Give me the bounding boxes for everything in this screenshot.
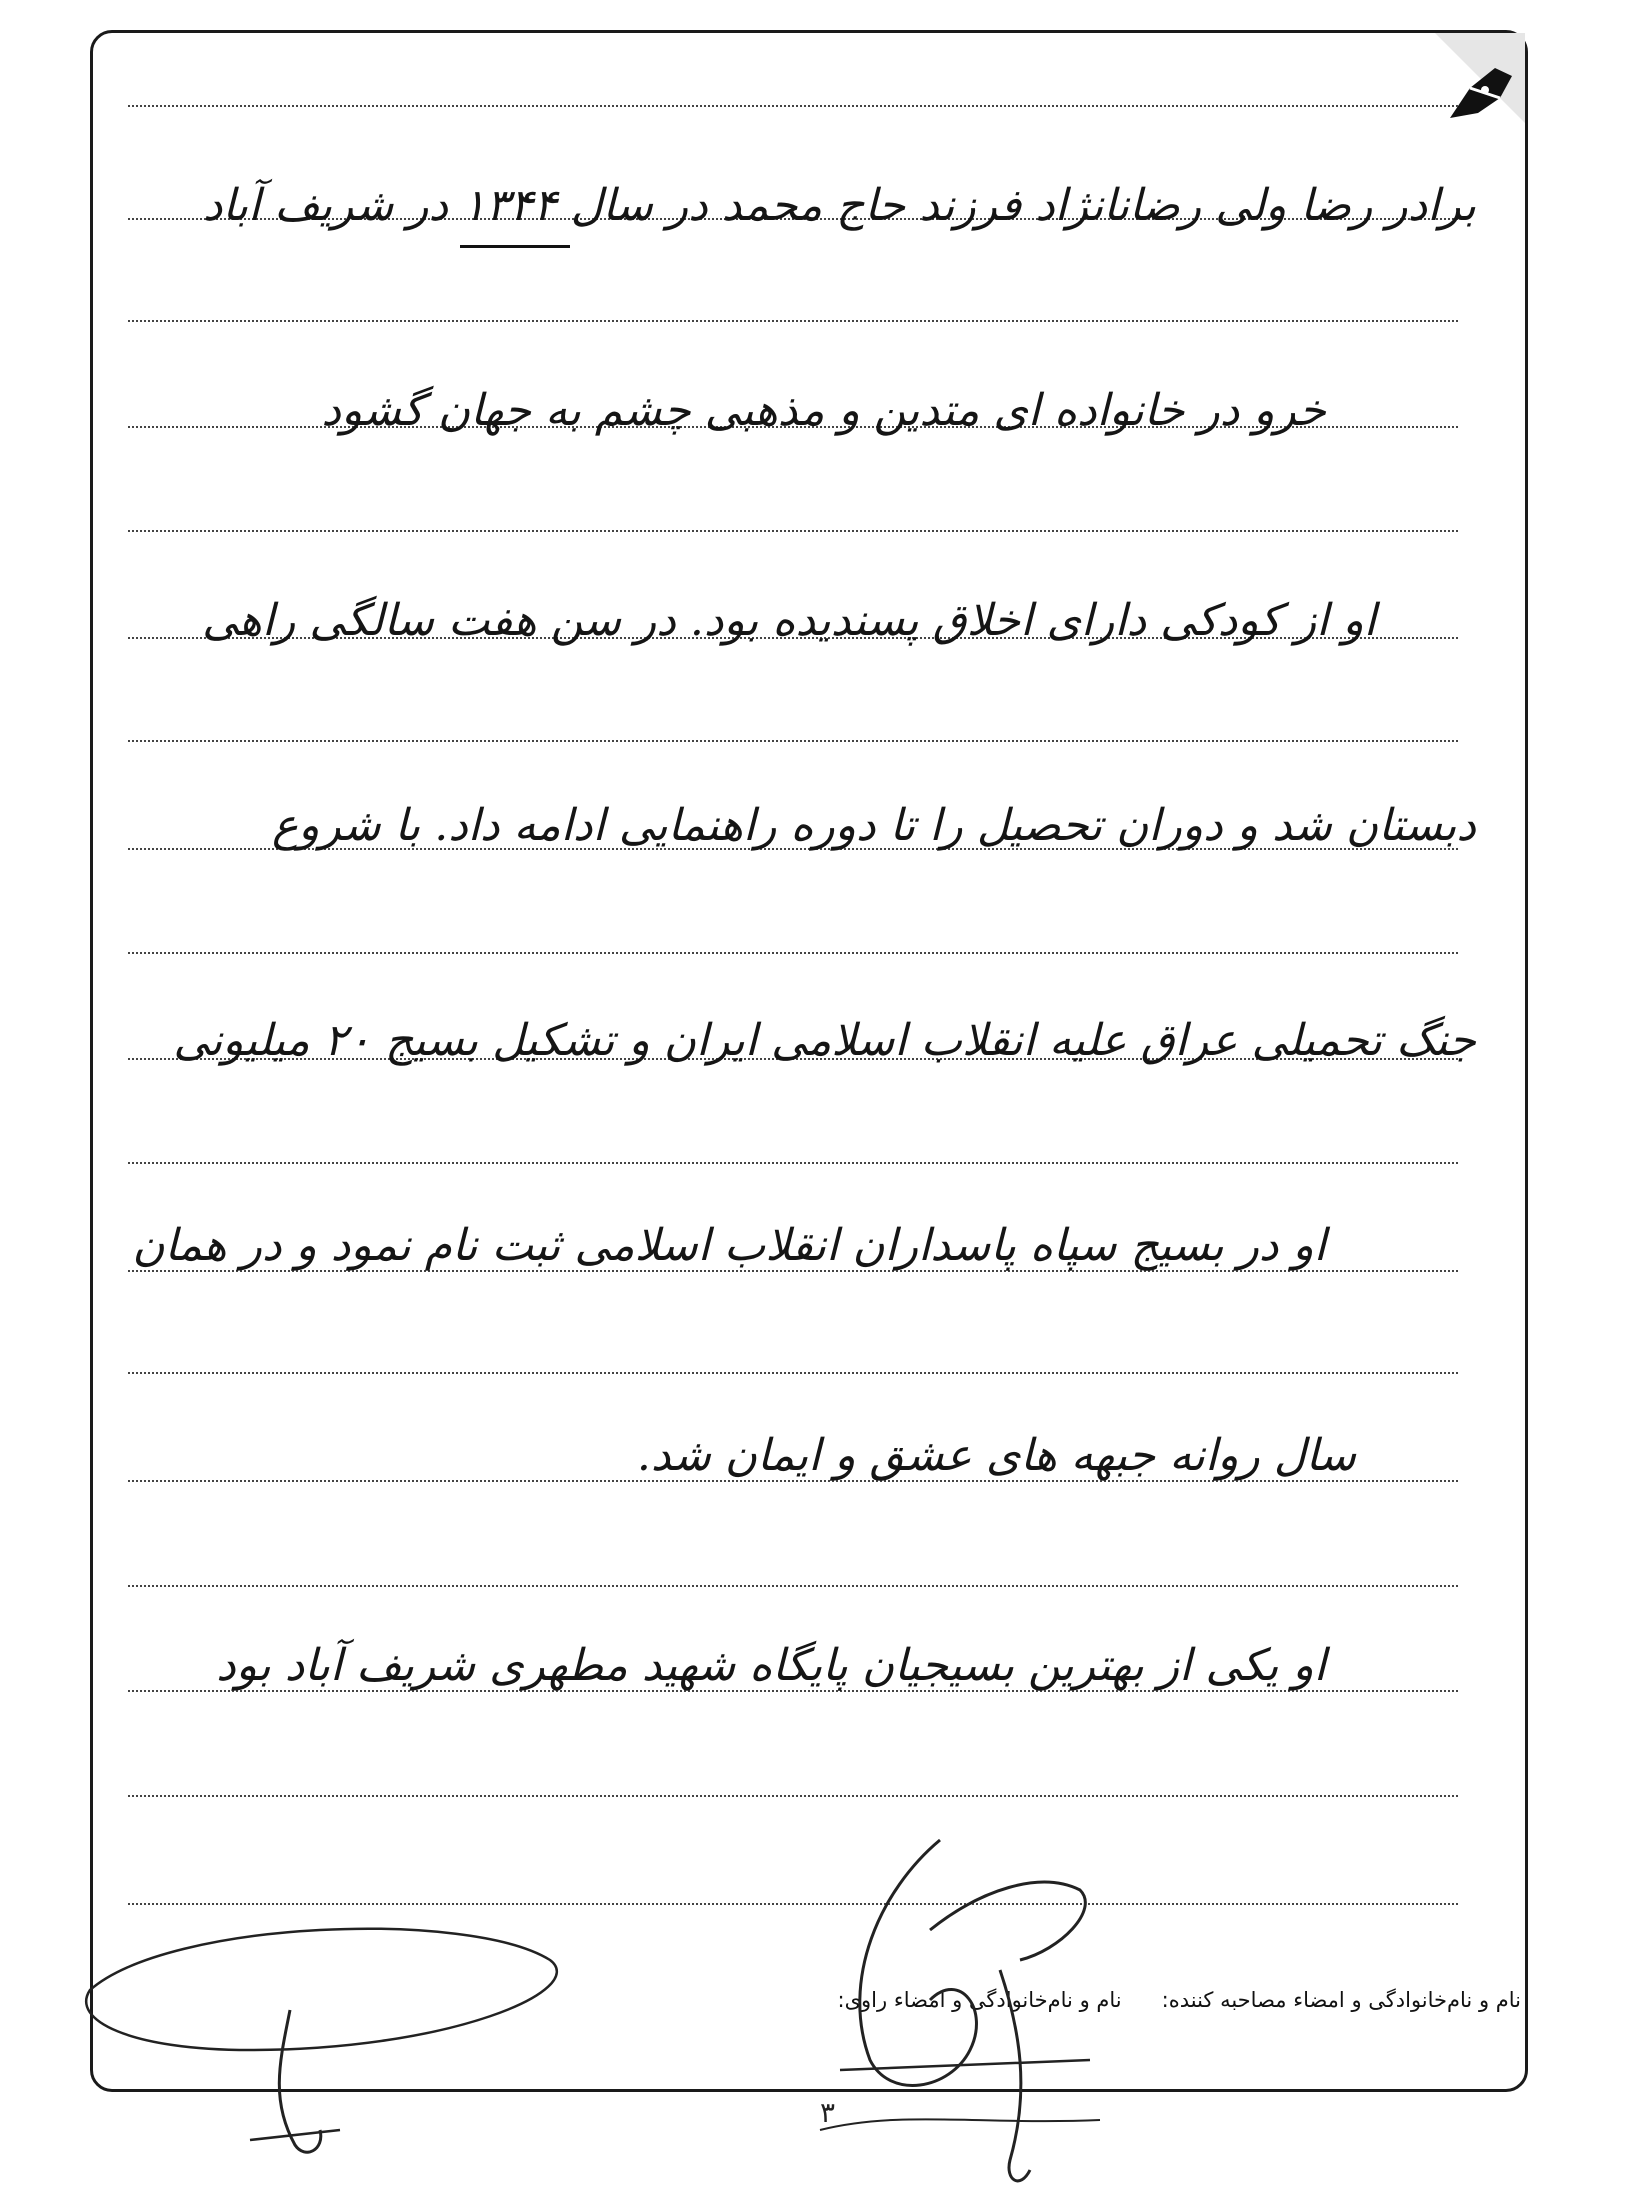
ruled-line (128, 1795, 1458, 1797)
footer-labels (838, 1988, 1521, 2012)
handwritten-line: دبستان شد و دوران تحصیل را تا دوره راهنمایی ادامه داد. با شروع (271, 800, 1476, 851)
narrator-signature-label: نام و نام‌خانوادگی و امضاء راوی: (837, 1988, 1122, 2012)
handwritten-line: برادر رضا ولی رضانانژاد فرزند حاج محمد در سال ۱۳۴۴ در شریف آباد (202, 180, 1476, 231)
ruled-line (128, 530, 1458, 532)
ruled-line (128, 740, 1458, 742)
ruled-line (128, 1585, 1458, 1587)
handwritten-line: جنگ تحمیلی عراق علیه انقلاب اسلامی ایران و تشکیل بسیج ۲۰ میلیونی (173, 1015, 1476, 1066)
ruled-line (128, 320, 1458, 322)
ruled-line (128, 1903, 1458, 1905)
ruled-line (128, 952, 1458, 954)
handwritten-line: او یکی از بهترین بسیجیان پایگاه شهید مطهری شریف آباد بود (216, 1640, 1326, 1691)
handwritten-line: خرو در خانواده ای متدین و مذهبی چشم به جهان گشود (321, 385, 1326, 436)
handwritten-line: سال روانه جبهه های عشق و ایمان شد. (636, 1430, 1356, 1481)
handwritten-line: او در بسیج سپاه پاسداران انقلاب اسلامی ثبت نام نمود و در همان (132, 1220, 1326, 1271)
interviewer-signature-label: نام و نام‌خانوادگی و امضاء مصاحبه کننده: (1161, 1988, 1521, 2012)
year-underline (460, 245, 570, 248)
pen-nib-icon (1440, 58, 1520, 128)
ruled-line (128, 1372, 1458, 1374)
ruled-line (128, 1162, 1458, 1164)
page-number: ۳ (820, 2096, 836, 2129)
handwritten-line: او از کودکی دارای اخلاق پسندیده بود. در سن هفت سالگی راهی (202, 595, 1376, 646)
ruled-line (128, 105, 1458, 107)
